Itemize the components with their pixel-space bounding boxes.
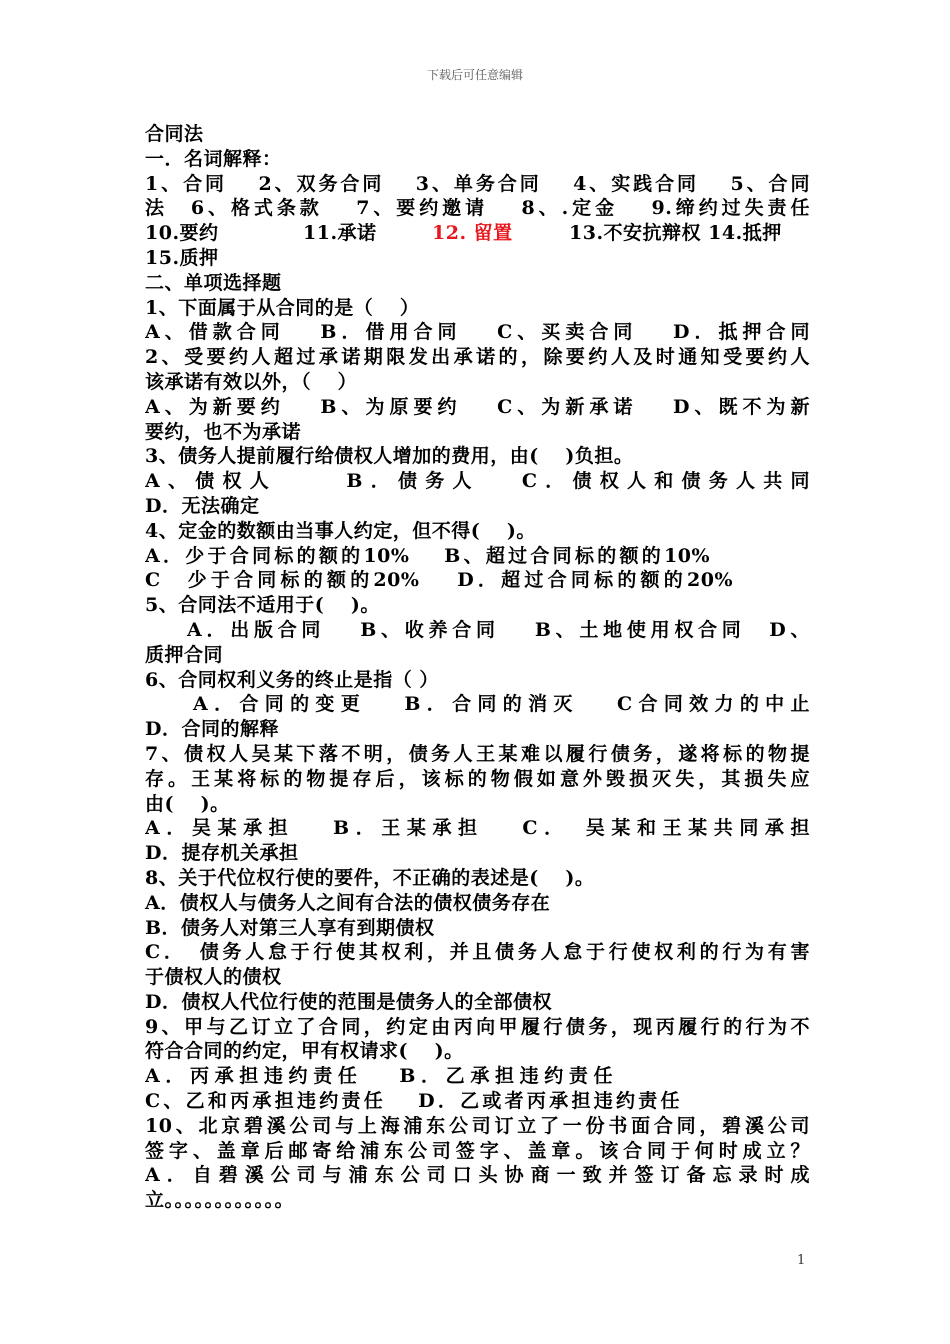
option-10a-cont: 立。。。。。。。。。。。。 xyxy=(145,1189,295,1212)
question-2: 2、受要约人超过承诺期限发出承诺的，除要约人及时通知受要约人 xyxy=(145,346,810,369)
question-7-end: 由( )。 xyxy=(145,792,230,815)
options-5: A．出版合同 B、收养合同 B、土地使用权合同 D、 xyxy=(187,618,810,641)
options-7: A．吴某承担 B．王某承担 C． 吴某和王某共同承担 xyxy=(145,817,810,840)
options-1: A、借款合同 B．借用合同 C、买卖合同 D．抵押合同 xyxy=(145,321,810,344)
question-7-cont: 存。王某将标的物提存后，该标的物假如意外毁损灭失，其损失应 xyxy=(145,767,810,790)
options-7-cont: D．提存机关承担 xyxy=(145,842,299,865)
options-6: A．合同的变更 B．合同的消灭 C合同效力的中止 xyxy=(193,693,810,716)
question-4: 4、定金的数额由当事人约定，但不得( )。 xyxy=(145,519,536,542)
option-8c-cont: 于债权人的债权 xyxy=(145,966,282,989)
page-number: 1 xyxy=(797,1253,806,1268)
term-10: 10.要约 xyxy=(145,222,219,245)
question-8: 8、关于代位权行使的要件，不正确的表述是( )。 xyxy=(145,866,595,889)
options-4b: C 少于合同标的额的20% D．超过合同标的额的20% xyxy=(145,569,733,592)
section-heading-2: 二、单项选择题 xyxy=(145,271,282,294)
option-8d: D．债权人代位行使的范围是债务人的全部债权 xyxy=(145,990,552,1013)
page-header: 下载后可任意编辑 xyxy=(426,68,523,82)
question-2-cont: 该承诺有效以外，（ ） xyxy=(145,370,358,393)
options-3: A、债权人 B．债务人 C．债权人和债务人共同 xyxy=(145,470,810,493)
document-body xyxy=(145,122,810,1213)
question-10: 10、北京碧溪公司与上海浦东公司订立了一份书面合同，碧溪公司 xyxy=(145,1114,810,1137)
options-3-cont: D．无法确定 xyxy=(145,494,260,517)
question-9: 9、甲与乙订立了合同，约定由丙向甲履行债务，现丙履行的行为不 xyxy=(145,1015,810,1038)
options-9a: A．丙承担违约责任 B．乙承担违约责任 xyxy=(145,1065,613,1088)
options-4a: A．少于合同标的额的10% B、超过合同标的额的10% xyxy=(145,544,710,567)
options-2-cont: 要约，也不为承诺 xyxy=(145,420,302,443)
question-3: 3、债务人提前履行给债权人增加的费用，由( )负担。 xyxy=(145,445,634,468)
text-line: 法 6、格式条款 7、要约邀请 8、.定金 9.缔约过失责任 xyxy=(145,197,810,220)
section-heading-1: 一．名词解释： xyxy=(145,147,282,170)
doc-title: 合同法 xyxy=(145,123,204,145)
options-9b: C、乙和丙承担违约责任 D．乙或者丙承担违约责任 xyxy=(145,1090,680,1113)
term-11: 11.承诺 xyxy=(303,222,377,245)
options-2: A、为新要约 B、为原要约 C、为新承诺 D、既不为新 xyxy=(145,395,810,418)
text-line-terms xyxy=(145,221,810,246)
question-10-cont: 签字、盖章后邮寄给浦东公司签字、盖章。该合同于何时成立？ xyxy=(145,1139,810,1162)
options-6-cont: D．合同的解释 xyxy=(145,718,279,741)
question-6: 6、合同权利义务的终止是指（ ） xyxy=(145,668,439,691)
option-8c: C． 债务人怠于行使其权利，并且债务人怠于行使权利的行为有害 xyxy=(145,941,810,964)
text-line: 1、合同 2、双务合同 3、单务合同 4、实践合同 5、合同 xyxy=(145,172,810,195)
question-5: 5、合同法不适用于( )。 xyxy=(145,594,380,617)
options-5-cont: 质押合同 xyxy=(145,643,224,666)
question-9-cont: 符合合同的约定，甲有权请求( )。 xyxy=(145,1040,464,1063)
option-8b: B．债务人对第三人享有到期债权 xyxy=(145,916,435,939)
term-12-highlight: 12. 留置 xyxy=(432,222,513,245)
question-7: 7、债权人吴某下落不明，债务人王某难以履行债务，遂将标的物提 xyxy=(145,742,810,765)
text-line: 15.质押 xyxy=(145,246,219,269)
term-13-14: 13.不安抗辩权 14.抵押 xyxy=(569,222,782,245)
option-8a: A．债权人与债务人之间有合法的债权债务存在 xyxy=(145,891,551,914)
question-1: 1、下面属于从合同的是（ ） xyxy=(145,296,420,319)
option-10a: A．自碧溪公司与浦东公司口头协商一致并签订备忘录时成 xyxy=(145,1164,810,1187)
